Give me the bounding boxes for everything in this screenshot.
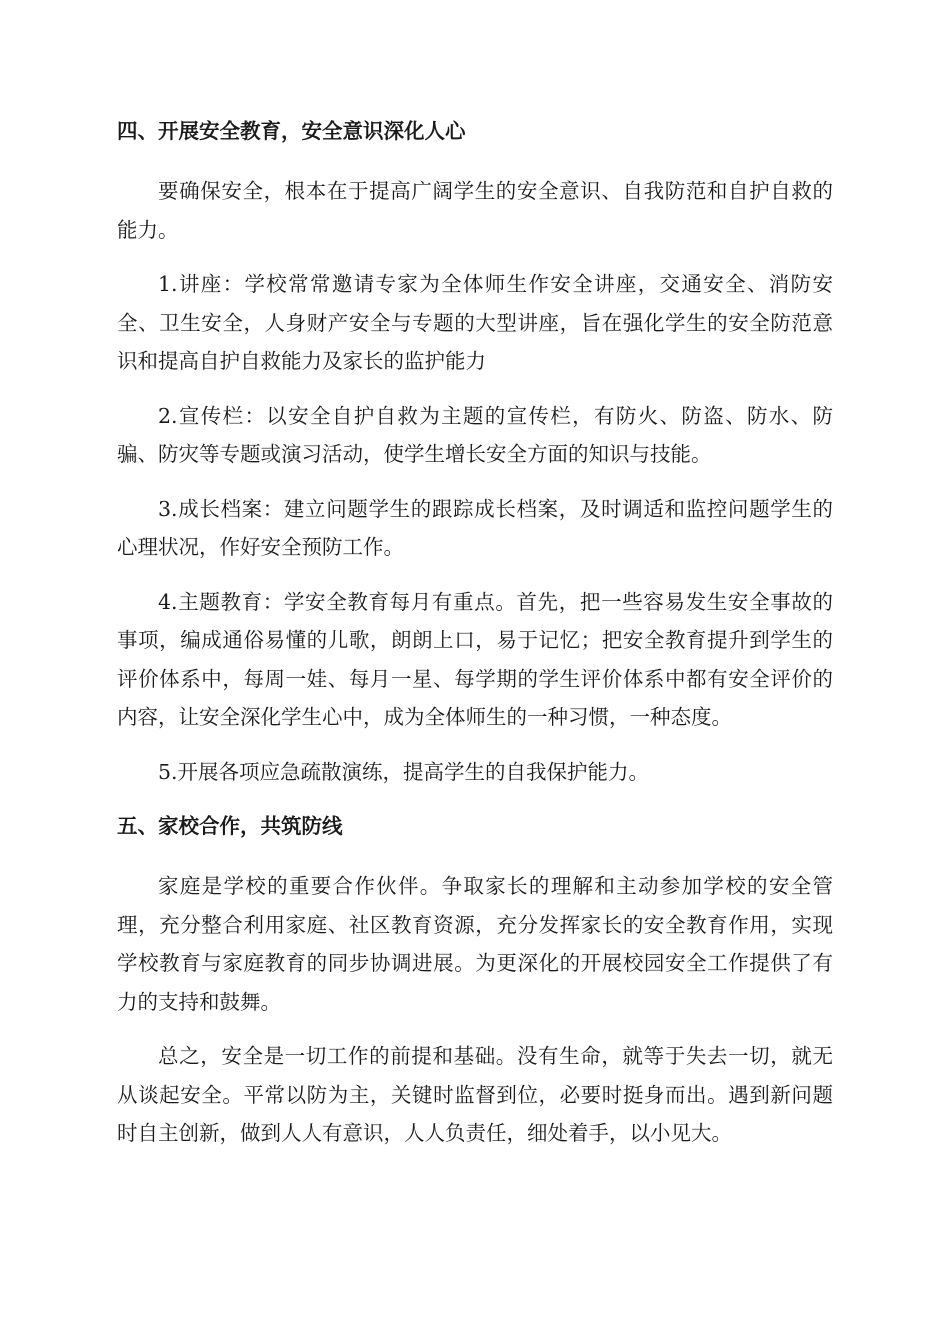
section-heading: 四、开展安全教育，安全意识深化人心 xyxy=(117,119,466,143)
paragraph: 要确保安全，根本在于提高广阔学生的安全意识、自我防范和自护自救的能力。 xyxy=(117,179,833,242)
list-item-theme-education: 4.主题教育：学安全教育每月有重点。首先，把一些容易发生安全事故的事项，编成通俗易懂的儿歌，朗朗上口，易于记忆；把安全教育提升到学生的评价体系中，每周一娃、每月一星、每学期的学生评价体系中都有安全评价的内容，让安全深化学生心中，成为全体师生的一种习惯，一种态度。 xyxy=(117,589,833,729)
list-item-growth-archive: 3.成长档案：建立问题学生的跟踪成长档案，及时调适和监控问题学生的心理状况，作好安全预防工作。 xyxy=(117,496,833,559)
section-heading: 五、家校合作，共筑防线 xyxy=(117,814,343,838)
list-item-bulletin: 2.宣传栏：以安全自护自救为主题的宣传栏，有防火、防盗、防水、防骗、防灾等专题或演习活动，使学生增长安全方面的知识与技能。 xyxy=(117,403,833,466)
list-item-drills: 5.开展各项应急疏散演练，提高学生的自我保护能力。 xyxy=(158,759,650,784)
document-page xyxy=(117,112,833,1169)
paragraph-conclusion: 总之，安全是一切工作的前提和基础。没有生命，就等于失去一切，就无从谈起安全。平常以防为主，关键时监督到位，必要时挺身而出。遇到新问题时自主创新，做到人人有意识，人人负责任，细处着手，以小见大。 xyxy=(117,1044,833,1145)
list-item-lectures: 1.讲座：学校常常邀请专家为全体师生作安全讲座，交通安全、消防安全、卫生安全，人身财产安全与专题的大型讲座，旨在强化学生的安全防范意识和提高自护自救能力及家长的监护能力 xyxy=(117,272,833,373)
paragraph: 家庭是学校的重要合作伙伴。争取家长的理解和主动参加学校的安全管理，充分整合利用家庭、社区教育资源，充分发挥家长的安全教育作用，实现学校教育与家庭教育的同步协调进展。为更深化的开展校园安全工作提供了有力的支持和鼓舞。 xyxy=(117,874,833,1014)
